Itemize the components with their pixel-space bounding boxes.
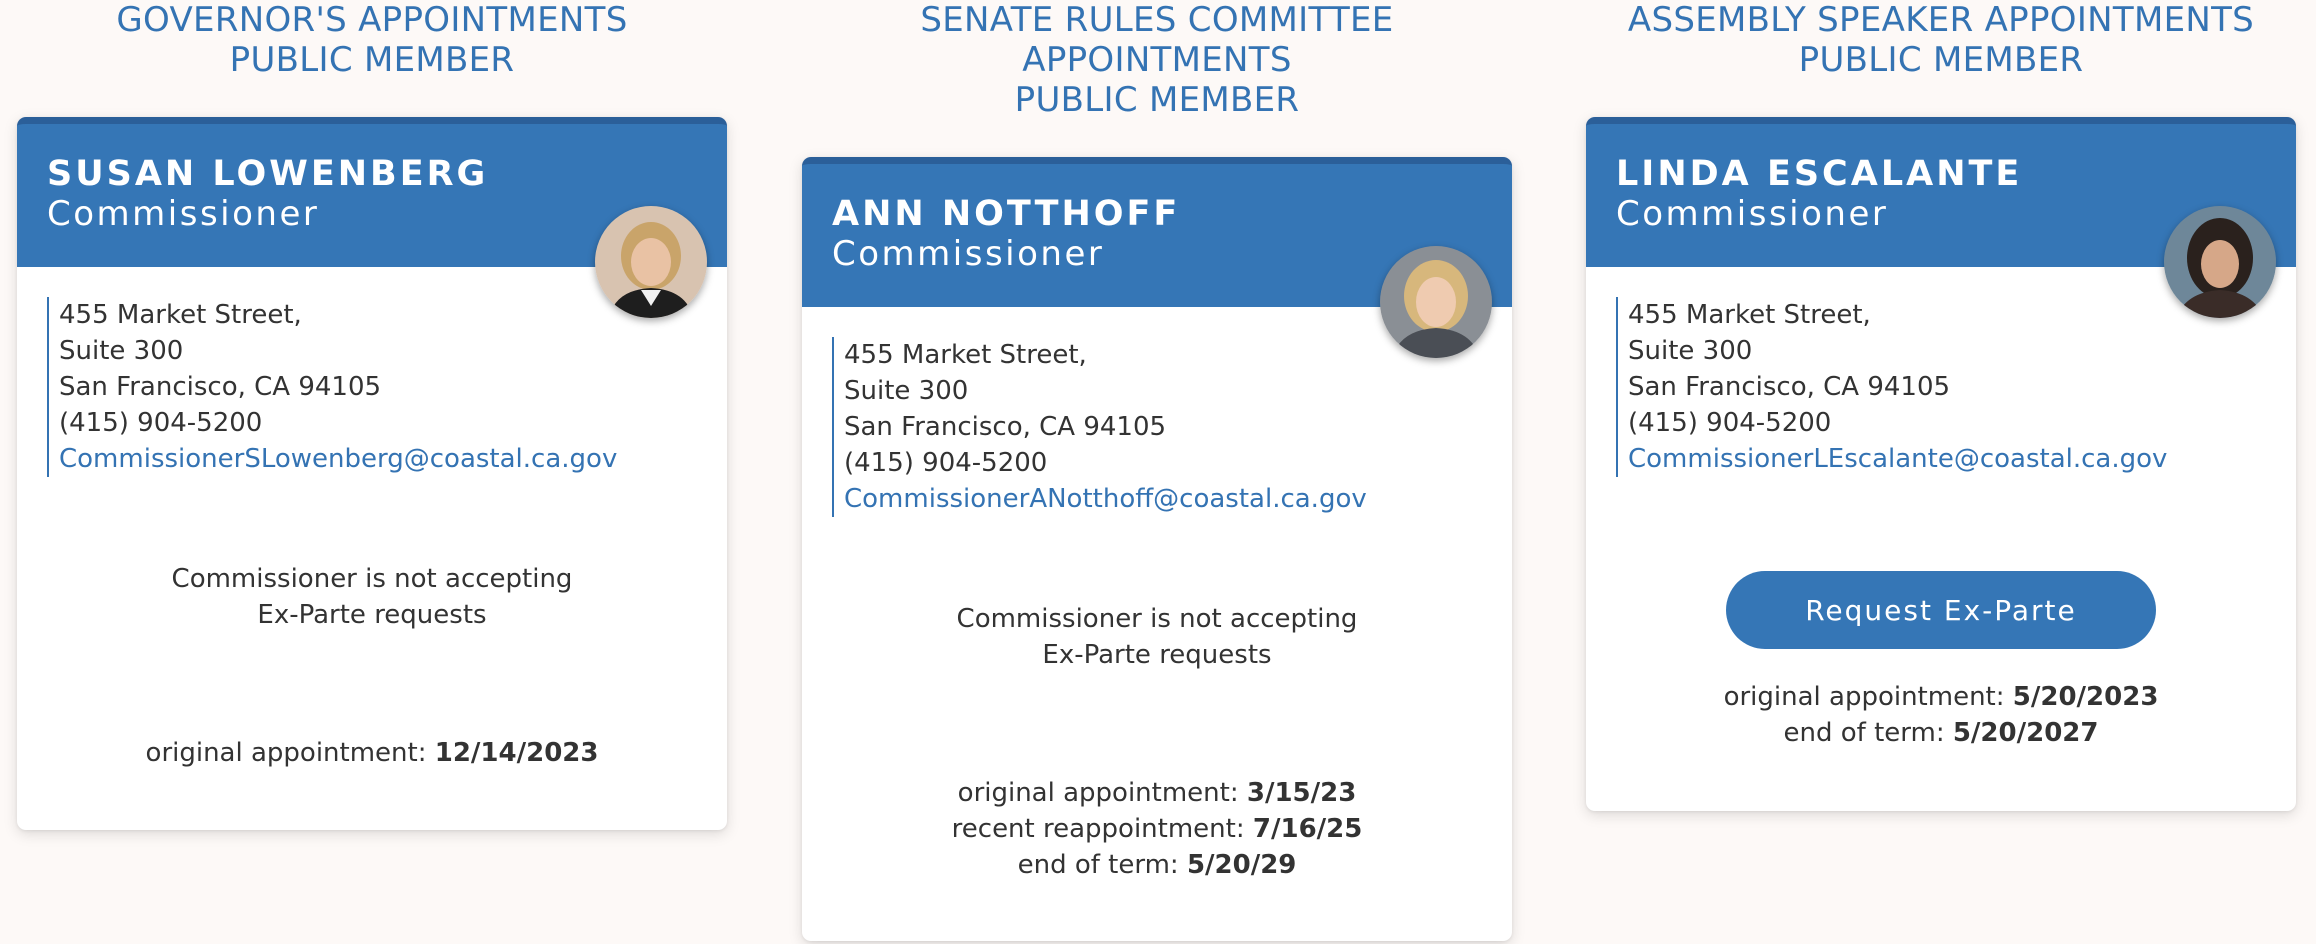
assembly-speaker-appointments-column <box>1586 0 2296 748</box>
section-title <box>17 0 727 80</box>
exparte-note-line: Commissioner is not accepting <box>956 604 1358 634</box>
card-header <box>1586 117 2296 267</box>
commissioner-card <box>17 117 727 830</box>
exparte-note-line: Ex-Parte requests <box>257 600 487 630</box>
email-link[interactable]: CommissionerLEscalante@coastal.ca.gov <box>1628 444 2168 474</box>
request-ex-parte-button[interactable]: Request Ex-Parte <box>1726 571 2156 649</box>
commissioner-card <box>1586 117 2296 811</box>
appointment-date: 5/20/29 <box>1186 850 1297 880</box>
appointment-row <box>802 811 1512 847</box>
section-title-line: PUBLIC MEMBER <box>1014 80 1300 120</box>
address-line: Suite 300 <box>59 336 184 366</box>
appointment-info <box>802 775 1512 883</box>
section-title-line: GOVERNOR'S APPOINTMENTS <box>116 0 628 40</box>
address-line: San Francisco, CA 94105 <box>844 412 1167 442</box>
avatar <box>1380 246 1492 358</box>
contact-info <box>47 297 727 477</box>
email-link[interactable]: CommissionerSLowenberg@coastal.ca.gov <box>59 444 618 474</box>
commissioner-role: Commissioner <box>1616 194 1889 234</box>
phone-number: (415) 904-5200 <box>844 448 1048 478</box>
section-title <box>1586 0 2296 80</box>
appointment-date: 5/20/2027 <box>1952 718 2099 748</box>
appointment-label: end of term: <box>1017 850 1187 880</box>
commissioner-name: LINDA ESCALANTE <box>1616 154 2023 194</box>
appointment-row <box>802 775 1512 811</box>
appointment-info <box>17 735 727 771</box>
appointment-label: original appointment: <box>1723 682 2013 712</box>
commissioner-role: Commissioner <box>832 234 1105 274</box>
appointment-label: original appointment: <box>145 738 435 768</box>
appointment-date: 7/16/25 <box>1252 814 1363 844</box>
address-line: Suite 300 <box>1628 336 1753 366</box>
appointment-label: recent reappointment: <box>951 814 1253 844</box>
card-header <box>802 157 1512 307</box>
commissioner-name: SUSAN LOWENBERG <box>47 154 489 194</box>
avatar <box>2164 206 2276 318</box>
address-line: Suite 300 <box>844 376 969 406</box>
section-title-line: APPOINTMENTS <box>1022 40 1292 80</box>
appointment-info <box>1586 679 2296 751</box>
card-header <box>17 117 727 267</box>
exparte-status-note <box>17 561 727 633</box>
appointment-row <box>802 847 1512 883</box>
appointment-date: 3/15/23 <box>1246 778 1357 808</box>
section-title-line: SENATE RULES COMMITTEE <box>920 0 1394 40</box>
email-link[interactable]: CommissionerANotthoff@coastal.ca.gov <box>844 484 1367 514</box>
commissioner-card <box>802 157 1512 941</box>
appointment-row <box>1586 679 2296 715</box>
address-line: San Francisco, CA 94105 <box>1628 372 1951 402</box>
contact-info <box>1616 297 2296 477</box>
address-line: 455 Market Street, <box>1628 300 1871 330</box>
exparte-note-line: Commissioner is not accepting <box>171 564 573 594</box>
appointment-date: 5/20/2023 <box>2012 682 2159 712</box>
exparte-status-note <box>802 601 1512 673</box>
phone-number: (415) 904-5200 <box>59 408 263 438</box>
senate-rules-appointments-column <box>802 0 1512 880</box>
address-line: 455 Market Street, <box>844 340 1087 370</box>
governor-appointments-column <box>17 0 727 768</box>
appointment-date: 12/14/2023 <box>434 738 599 768</box>
appointment-label: original appointment: <box>957 778 1247 808</box>
section-title <box>802 0 1512 120</box>
avatar <box>595 206 707 318</box>
appointment-label: end of term: <box>1783 718 1953 748</box>
address-line: San Francisco, CA 94105 <box>59 372 382 402</box>
commissioner-name: ANN NOTTHOFF <box>832 194 1181 234</box>
exparte-note-line: Ex-Parte requests <box>1042 640 1272 670</box>
address-line: 455 Market Street, <box>59 300 302 330</box>
contact-info <box>832 337 1512 517</box>
appointment-row <box>17 735 727 771</box>
section-title-line: ASSEMBLY SPEAKER APPOINTMENTS <box>1627 0 2255 40</box>
phone-number: (415) 904-5200 <box>1628 408 1832 438</box>
section-title-line: PUBLIC MEMBER <box>1798 40 2084 80</box>
section-title-line: PUBLIC MEMBER <box>229 40 515 80</box>
commissioner-role: Commissioner <box>47 194 320 234</box>
appointment-row <box>1586 715 2296 751</box>
